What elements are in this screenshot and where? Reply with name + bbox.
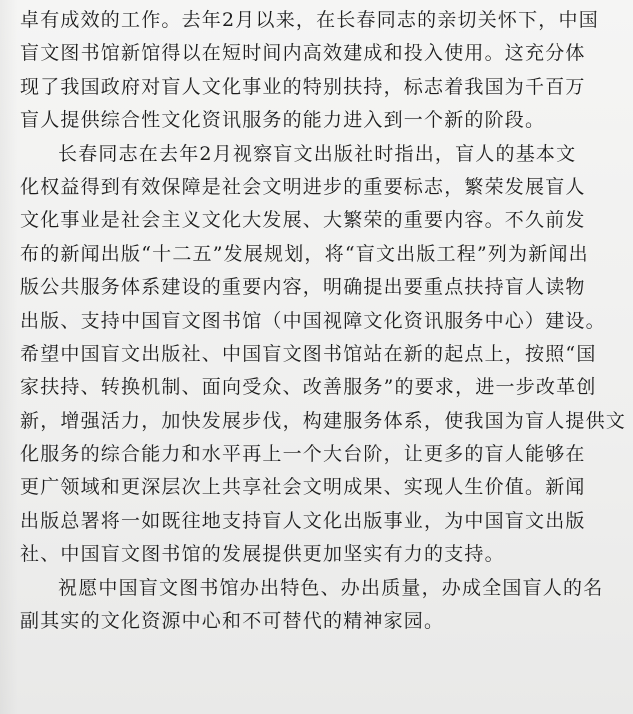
text-line: 社、中国盲文图书馆的发展提供更加坚实有力的支持。: [20, 543, 505, 566]
text-line: 长春同志在去年2月视察盲文出版社时指出，盲人的基本文: [58, 142, 577, 165]
text-line: 新，增强活力，加快发展步伐，构建服务体系，使我国为盲人提供文: [20, 409, 626, 432]
document-body: [20, 4, 626, 638]
text-line: 卓有成效的工作。去年2月以来，在长春同志的亲切关怀下，中国: [20, 9, 599, 31]
text-line: 布的新闻出版“十二五”发展规划，将“盲文出版工程”列为新闻出: [20, 242, 589, 265]
text-line: 化服务的综合能力和水平再上一个大台阶，让更多的盲人能够在: [20, 443, 586, 466]
text-line: 家扶持、转换机制、面向受众、改善服务”的要求，进一步改革创: [20, 376, 597, 399]
text-line: 副其实的文化资源中心和不可替代的精神家园。: [20, 610, 445, 633]
text-line: 盲文图书馆新馆得以在短时间内高效建成和投入使用。这充分体: [20, 42, 586, 65]
text-line: 出版总署将一如既往地支持盲人文化出版事业，为中国盲文出版: [20, 509, 586, 532]
text-line: 更广领域和更深层次上共享社会文明成果、实现人生价值。新闻: [20, 476, 586, 499]
text-line: 祝愿中国盲文图书馆办出特色、办出质量，办成全国盲人的名: [58, 576, 604, 599]
text-line: 希望中国盲文出版社、中国盲文图书馆站在新的起点上，按照“国: [20, 342, 597, 365]
paragraph-2: [20, 138, 626, 572]
text-line: 文化事业是社会主义文化大发展、大繁荣的重要内容。不久前发: [20, 209, 586, 232]
text-line: 盲人提供综合性文化资讯服务的能力进入到一个新的阶段。: [20, 109, 546, 132]
text-line: 化权益得到有效保障是社会文明进步的重要标志，繁荣发展盲人: [20, 175, 586, 198]
text-line: 版公共服务体系建设的重要内容，明确提出要重点扶持盲人读物: [20, 276, 586, 299]
text-line: 现了我国政府对盲人文化事业的特别扶持，标志着我国为千百万: [20, 75, 586, 98]
paragraph-3: [20, 572, 626, 639]
text-line: 出版、支持中国盲文图书馆（中国视障文化资讯服务中心）建设。: [20, 309, 606, 332]
paragraph-1: [20, 4, 626, 138]
